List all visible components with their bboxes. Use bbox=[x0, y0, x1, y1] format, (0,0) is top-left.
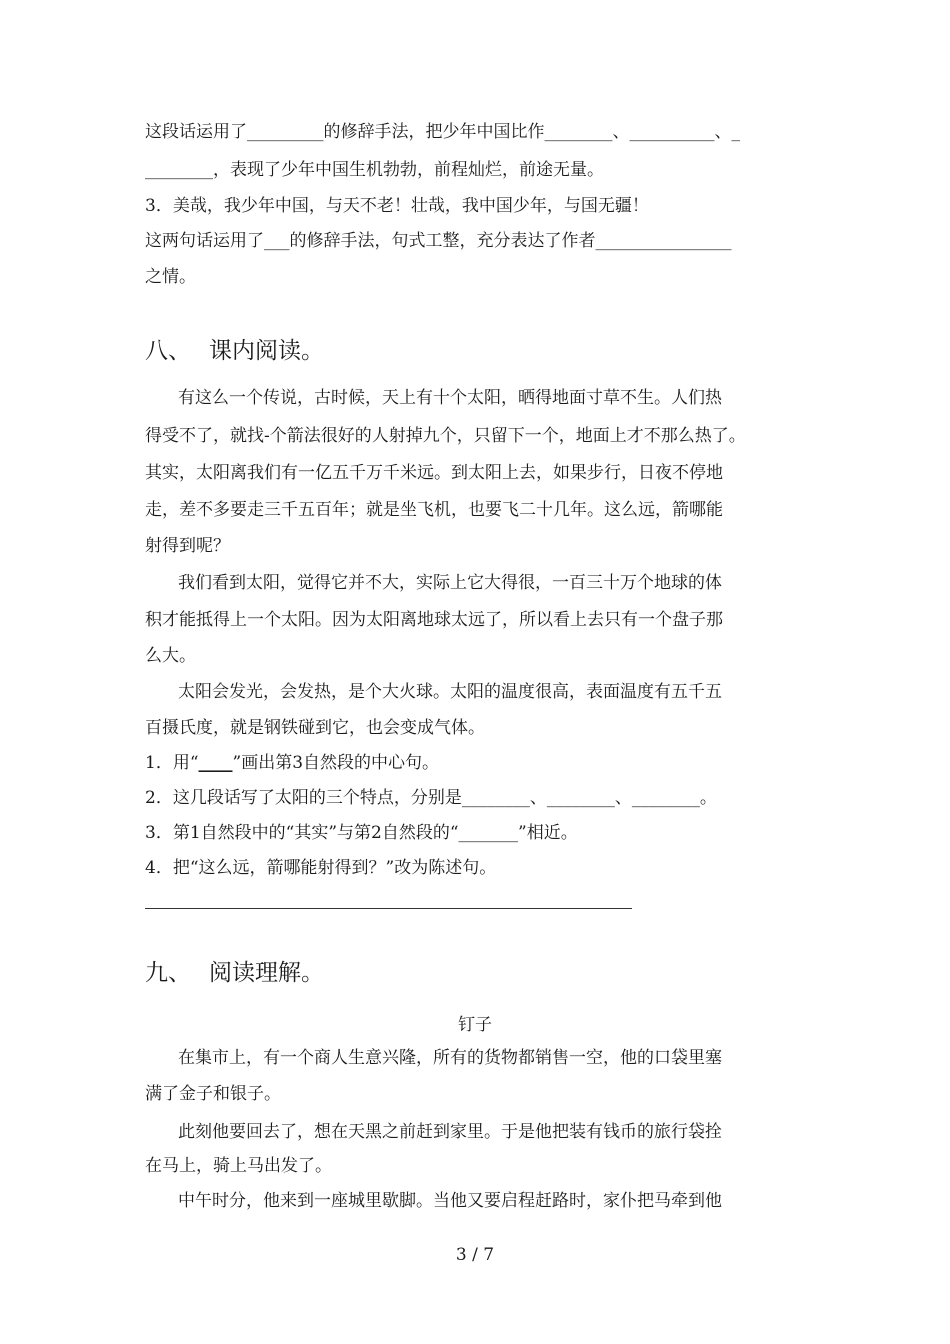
answer-line bbox=[145, 908, 632, 909]
paragraph-line: 我们看到太阳，觉得它并不大，实际上它大得很，一百三十万个地球的体 bbox=[178, 573, 722, 593]
paragraph-line: 射得到呢？ bbox=[145, 536, 230, 556]
paragraph-line: 有这么一个传说，古时候，天上有十个太阳，晒得地面寸草不生。人们热 bbox=[178, 388, 722, 408]
paragraph-line: 中午时分，他来到一座城里歇脚。当他又要启程赶路时，家仆把马牵到他 bbox=[178, 1191, 722, 1211]
text-line: ________，表现了少年中国生机勃勃，前程灿烂，前途无量。 bbox=[145, 160, 604, 180]
paragraph-line: 其实，太阳离我们有一亿五千万千米远。到太阳上去，如果步行，日夜不停地 bbox=[145, 463, 723, 483]
section-title: 阅读理解。 bbox=[209, 960, 324, 986]
answer-blank: ____ bbox=[198, 753, 233, 773]
paragraph-line: 百摄氏度，就是钢铁碰到它，也会变成气体。 bbox=[145, 718, 485, 738]
question-3: 3．第1自然段中的“其实”与第2自然段的“_______”相近。 bbox=[145, 823, 578, 843]
question-4: 4．把“这么远，箭哪能射得到？”改为陈述句。 bbox=[145, 858, 497, 878]
paragraph-line: 走，差不多要走三千五百年；就是坐飞机，也要飞二十几年。这么远，箭哪能 bbox=[145, 500, 723, 520]
question-1 bbox=[145, 752, 439, 774]
section-title: 课内阅读。 bbox=[209, 338, 324, 364]
question-2: 2．这几段话写了太阳的三个特点，分别是________、________、________。 bbox=[145, 788, 717, 808]
paragraph-line: 在集市上，有一个商人生意兴隆，所有的货物都销售一空，他的口袋里塞 bbox=[178, 1048, 722, 1068]
paragraph-line: 满了金子和银子。 bbox=[145, 1084, 281, 1104]
paragraph-line: 在马上，骑上马出发了。 bbox=[145, 1156, 332, 1176]
text-line: 之情。 bbox=[145, 267, 196, 287]
story-title: 钉子 bbox=[458, 1015, 492, 1035]
page-number: 3 / 7 bbox=[455, 1245, 495, 1265]
paragraph-line: 么大。 bbox=[145, 646, 196, 666]
paragraph-line: 积才能抵得上一个太阳。因为太阳离地球太远了，所以看上去只有一个盘子那 bbox=[145, 610, 723, 630]
text-line: 这段话运用了_________的修辞手法，把少年中国比作________、__________、_ bbox=[145, 122, 740, 142]
paragraph-line: 此刻他要回去了，想在天黑之前赶到家里。于是他把装有钱币的旅行袋拴 bbox=[178, 1122, 722, 1142]
paragraph-line: 太阳会发光，会发热，是个大火球。太阳的温度很高，表面温度有五千五 bbox=[178, 682, 722, 702]
section-number: 九、 bbox=[145, 960, 191, 986]
section-number: 八、 bbox=[145, 338, 191, 364]
section-heading bbox=[145, 958, 324, 988]
section-heading bbox=[145, 336, 324, 366]
paragraph-line: 得受不了，就找-个箭法很好的人射掉九个，只留下一个，地面上才不那么热了。 bbox=[145, 426, 746, 446]
text-line: 3．美哉，我少年中国，与天不老！壮哉，我中国少年，与国无疆！ bbox=[145, 196, 649, 216]
text-line: 这两句话运用了___的修辞手法，句式工整，充分表达了作者________________ bbox=[145, 231, 732, 251]
question-text: 1．用“ bbox=[145, 753, 199, 773]
question-text: ”画出第3自然段的中心句。 bbox=[232, 753, 440, 773]
